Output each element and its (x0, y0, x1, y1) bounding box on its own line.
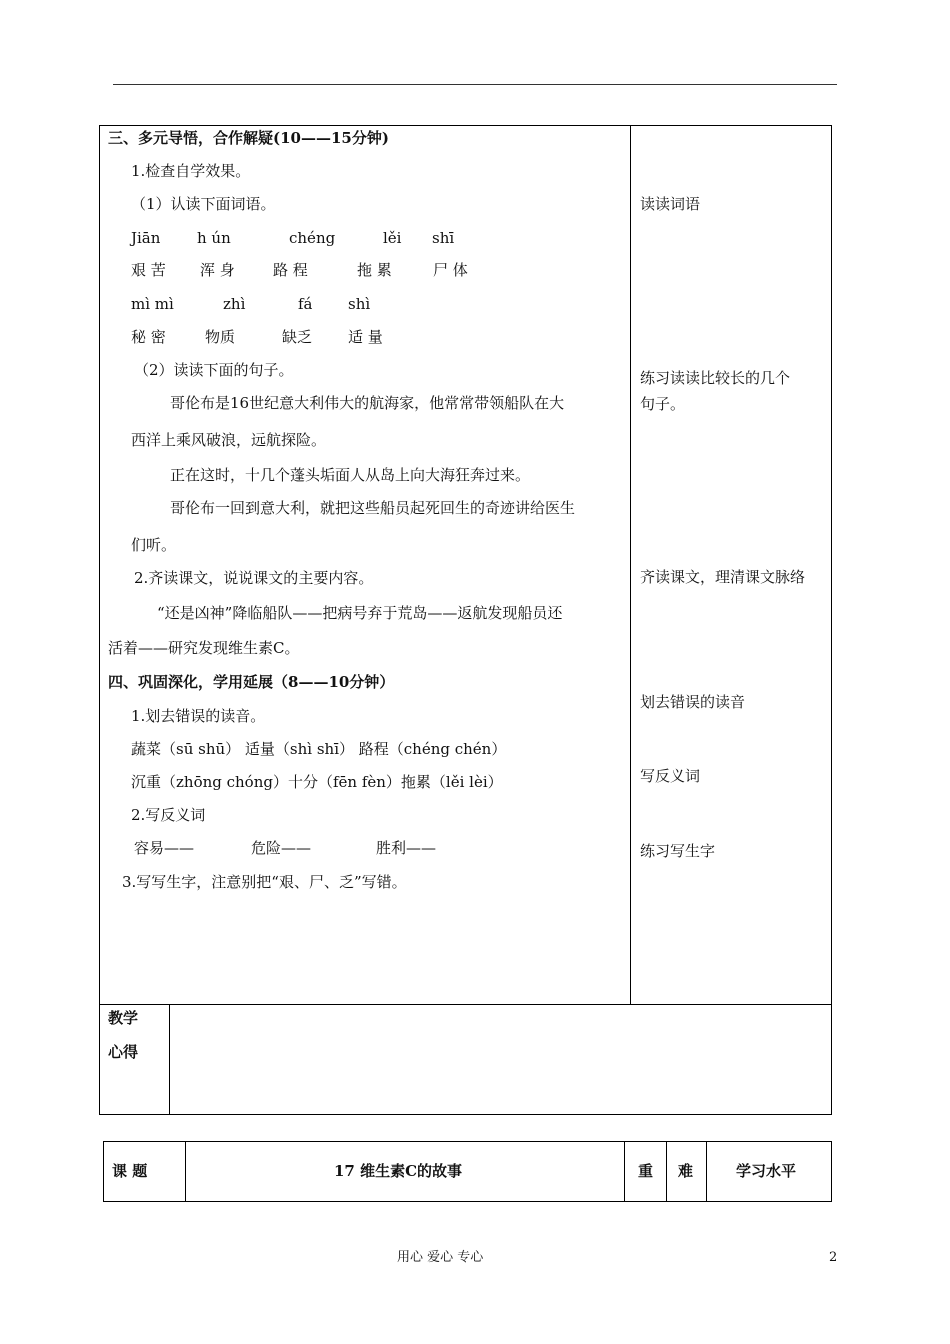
pinyin: mì mì (131, 295, 174, 313)
vocab-word: 尸 体 (433, 261, 468, 279)
vocab-word: 路 程 (273, 261, 308, 279)
pinyin: Jiān (131, 229, 161, 247)
topic-table-divider (624, 1141, 625, 1202)
vocab-word: 秘 密 (131, 328, 166, 346)
note: 句子。 (640, 395, 686, 413)
footer-motto: 用心 爱心 专心 (397, 1250, 484, 1265)
pronunciation-line: 沉重（zhōng chóng）十分（fēn fèn）拖累（lěi lèi） (131, 773, 503, 791)
pinyin: chéng (289, 229, 336, 247)
pinyin: lěi (383, 229, 402, 247)
section3-sub1: （1）认读下面词语。 (131, 195, 276, 213)
note: 写反义词 (640, 767, 701, 785)
page-number: 2 (829, 1250, 838, 1265)
vocab-word: 适 量 (348, 328, 383, 346)
topic-label: 课 题 (112, 1162, 148, 1180)
sentence: 西洋上乘风破浪，远航探险。 (131, 431, 327, 449)
pinyin: shì (348, 295, 371, 313)
pronunciation-line: 蔬菜（sū shū） 适量（shì shī） 路程（chéng chén） (131, 740, 507, 758)
vocab-word: 艰 苦 (131, 261, 166, 279)
sentence: 哥伦布是16世纪意大利伟大的航海家，他常常带领船队在大 (170, 394, 565, 412)
reflection-label: 心得 (108, 1043, 139, 1061)
vocab-word: 物质 (205, 328, 236, 346)
note: 练习读读比较长的几个 (640, 369, 791, 387)
section3-item1: 1.检查自学效果。 (131, 162, 251, 180)
antonym: 危险—— (251, 839, 312, 857)
topic-table-divider (666, 1141, 667, 1202)
table-divider-vertical (630, 125, 631, 1005)
section4-item1: 1.划去错误的读音。 (131, 707, 266, 725)
header-rule (113, 84, 837, 85)
note: 齐读课文，理清课文脉络 (640, 568, 806, 586)
vocab-word: 拖 累 (357, 261, 392, 279)
difficulty-label: 难 (678, 1162, 694, 1180)
section3-sub2: （2）读读下面的句子。 (134, 361, 294, 379)
pinyin: fá (298, 295, 313, 313)
sentence: 们听。 (131, 536, 177, 554)
pinyin: h ún (197, 229, 231, 247)
section4-item2: 2.写反义词 (131, 806, 206, 824)
vocab-word: 浑 身 (200, 261, 235, 279)
antonym: 容易—— (134, 839, 195, 857)
sentence: 正在这时，十几个蓬头垢面人从岛上向大海狂奔过来。 (170, 466, 531, 484)
key-point-label: 重 (638, 1162, 654, 1180)
section3-heading: 三、多元导悟，合作解疑(10——15分钟) (108, 129, 389, 147)
topic-table-divider (185, 1141, 186, 1202)
topic-table (103, 1141, 832, 1202)
summary: “还是凶神”降临船队——把病号弃于荒岛——返航发现船员还 (157, 604, 563, 622)
antonym: 胜利—— (376, 839, 437, 857)
note: 练习写生字 (640, 842, 716, 860)
pinyin: shī (432, 229, 455, 247)
vocab-word: 缺乏 (282, 328, 313, 346)
pinyin: zhì (223, 295, 246, 313)
table-divider-horizontal (99, 1004, 832, 1005)
section4-item3: 3.写写生字，注意别把“艰、尸、乏”写错。 (122, 873, 407, 891)
reflection-label: 教学 (108, 1009, 139, 1027)
note: 划去错误的读音 (640, 693, 746, 711)
reflection-divider (169, 1004, 170, 1115)
learning-level-label: 学习水平 (736, 1162, 797, 1180)
topic-table-divider (706, 1141, 707, 1202)
section3-item2: 2.齐读课文，说说课文的主要内容。 (134, 569, 374, 587)
summary: 活着——研究发现维生素C。 (108, 639, 300, 657)
note: 读读词语 (640, 195, 701, 213)
sentence: 哥伦布一回到意大利，就把这些船员起死回生的奇迹讲给医生 (170, 499, 576, 517)
topic-title: 17 维生素C的故事 (334, 1162, 463, 1180)
section4-heading: 四、巩固深化，学用延展（8——10分钟） (108, 673, 395, 691)
